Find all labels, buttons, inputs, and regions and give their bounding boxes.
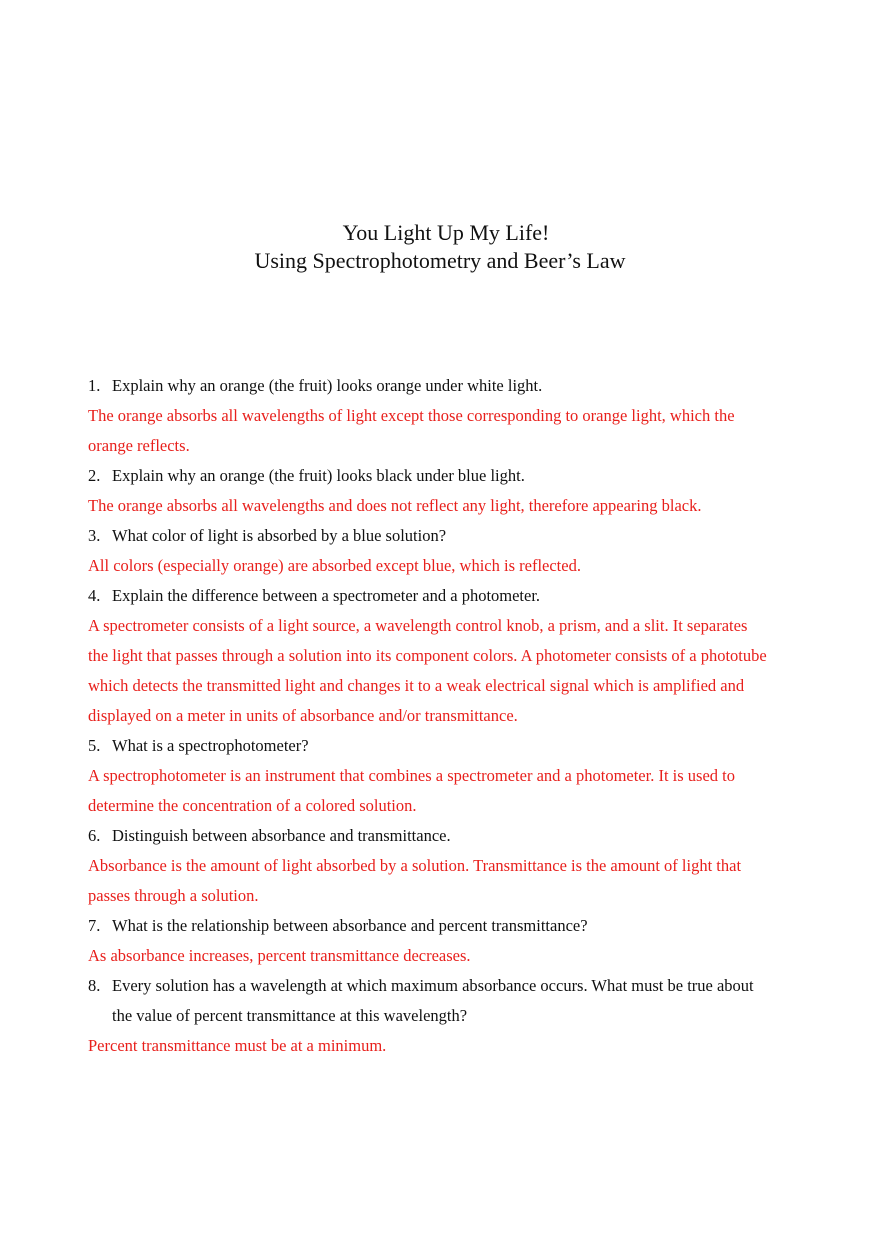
page-title: You Light Up My Life! [342, 220, 550, 245]
answer-text: All colors (especially orange) are absorbed except blue, which is reflected. [88, 556, 581, 575]
qa-item [88, 821, 768, 911]
answer-text: A spectrophotometer is an instrument that combines a spectrometer and a photometer. It is used to determine the concentration of a colored solution. [88, 766, 736, 815]
question-text: What color of light is absorbed by a blue solution? [112, 526, 447, 545]
question-text: Explain why an orange (the fruit) looks orange under white light. [112, 376, 543, 395]
qa-item [88, 521, 768, 581]
question [88, 371, 768, 401]
question-number: 2. [88, 466, 101, 485]
qa-item [88, 911, 768, 971]
qa-item [88, 731, 768, 821]
qa-item [88, 371, 768, 461]
qa-item [88, 971, 768, 1061]
question-list [88, 371, 768, 1061]
question [88, 461, 768, 491]
question-text: Distinguish between absorbance and transmittance. [112, 826, 451, 845]
title-block [0, 219, 880, 275]
question-text: Explain why an orange (the fruit) looks black under blue light. [112, 466, 525, 485]
question [88, 581, 768, 611]
answer-text: Absorbance is the amount of light absorbed by a solution. Transmittance is the amount of light that passes through a solution. [88, 856, 742, 905]
qa-item [88, 581, 768, 731]
question [88, 821, 768, 851]
question-text: Explain the difference between a spectrometer and a photometer. [112, 586, 541, 605]
question-number: 8. [88, 976, 101, 995]
question [88, 521, 768, 551]
question [88, 971, 768, 1031]
qa-item [88, 461, 768, 521]
question-number: 7. [88, 916, 101, 935]
question-number: 5. [88, 736, 101, 755]
question [88, 731, 768, 761]
question [88, 911, 768, 941]
answer-text: Percent transmittance must be at a minimum. [88, 1036, 387, 1055]
page-subtitle: Using Spectrophotometry and Beer’s Law [254, 248, 626, 273]
answer-text: The orange absorbs all wavelengths of light except those corresponding to orange light, which the orange reflects. [88, 406, 735, 455]
answer-text: A spectrometer consists of a light source, a wavelength control knob, a prism, and a slit. It separates the light that passes through a solution into its component colors. A photometer consists of a phototube which detects the transmitted light and changes it to a weak electrical signal which is amplified and displayed on a meter in units of absorbance and/or transmittance. [88, 616, 767, 725]
question-number: 1. [88, 376, 101, 395]
answer-text: As absorbance increases, percent transmittance decreases. [88, 946, 471, 965]
question-text: What is a spectrophotometer? [112, 736, 309, 755]
question-text: Every solution has a wavelength at which maximum absorbance occurs. What must be true about the value of percent transmittance at this wavelength? [112, 976, 754, 1025]
question-number: 6. [88, 826, 101, 845]
answer-text: The orange absorbs all wavelengths and does not reflect any light, therefore appearing black. [88, 496, 702, 515]
question-number: 3. [88, 526, 101, 545]
question-text: What is the relationship between absorbance and percent transmittance? [112, 916, 588, 935]
question-number: 4. [88, 586, 101, 605]
